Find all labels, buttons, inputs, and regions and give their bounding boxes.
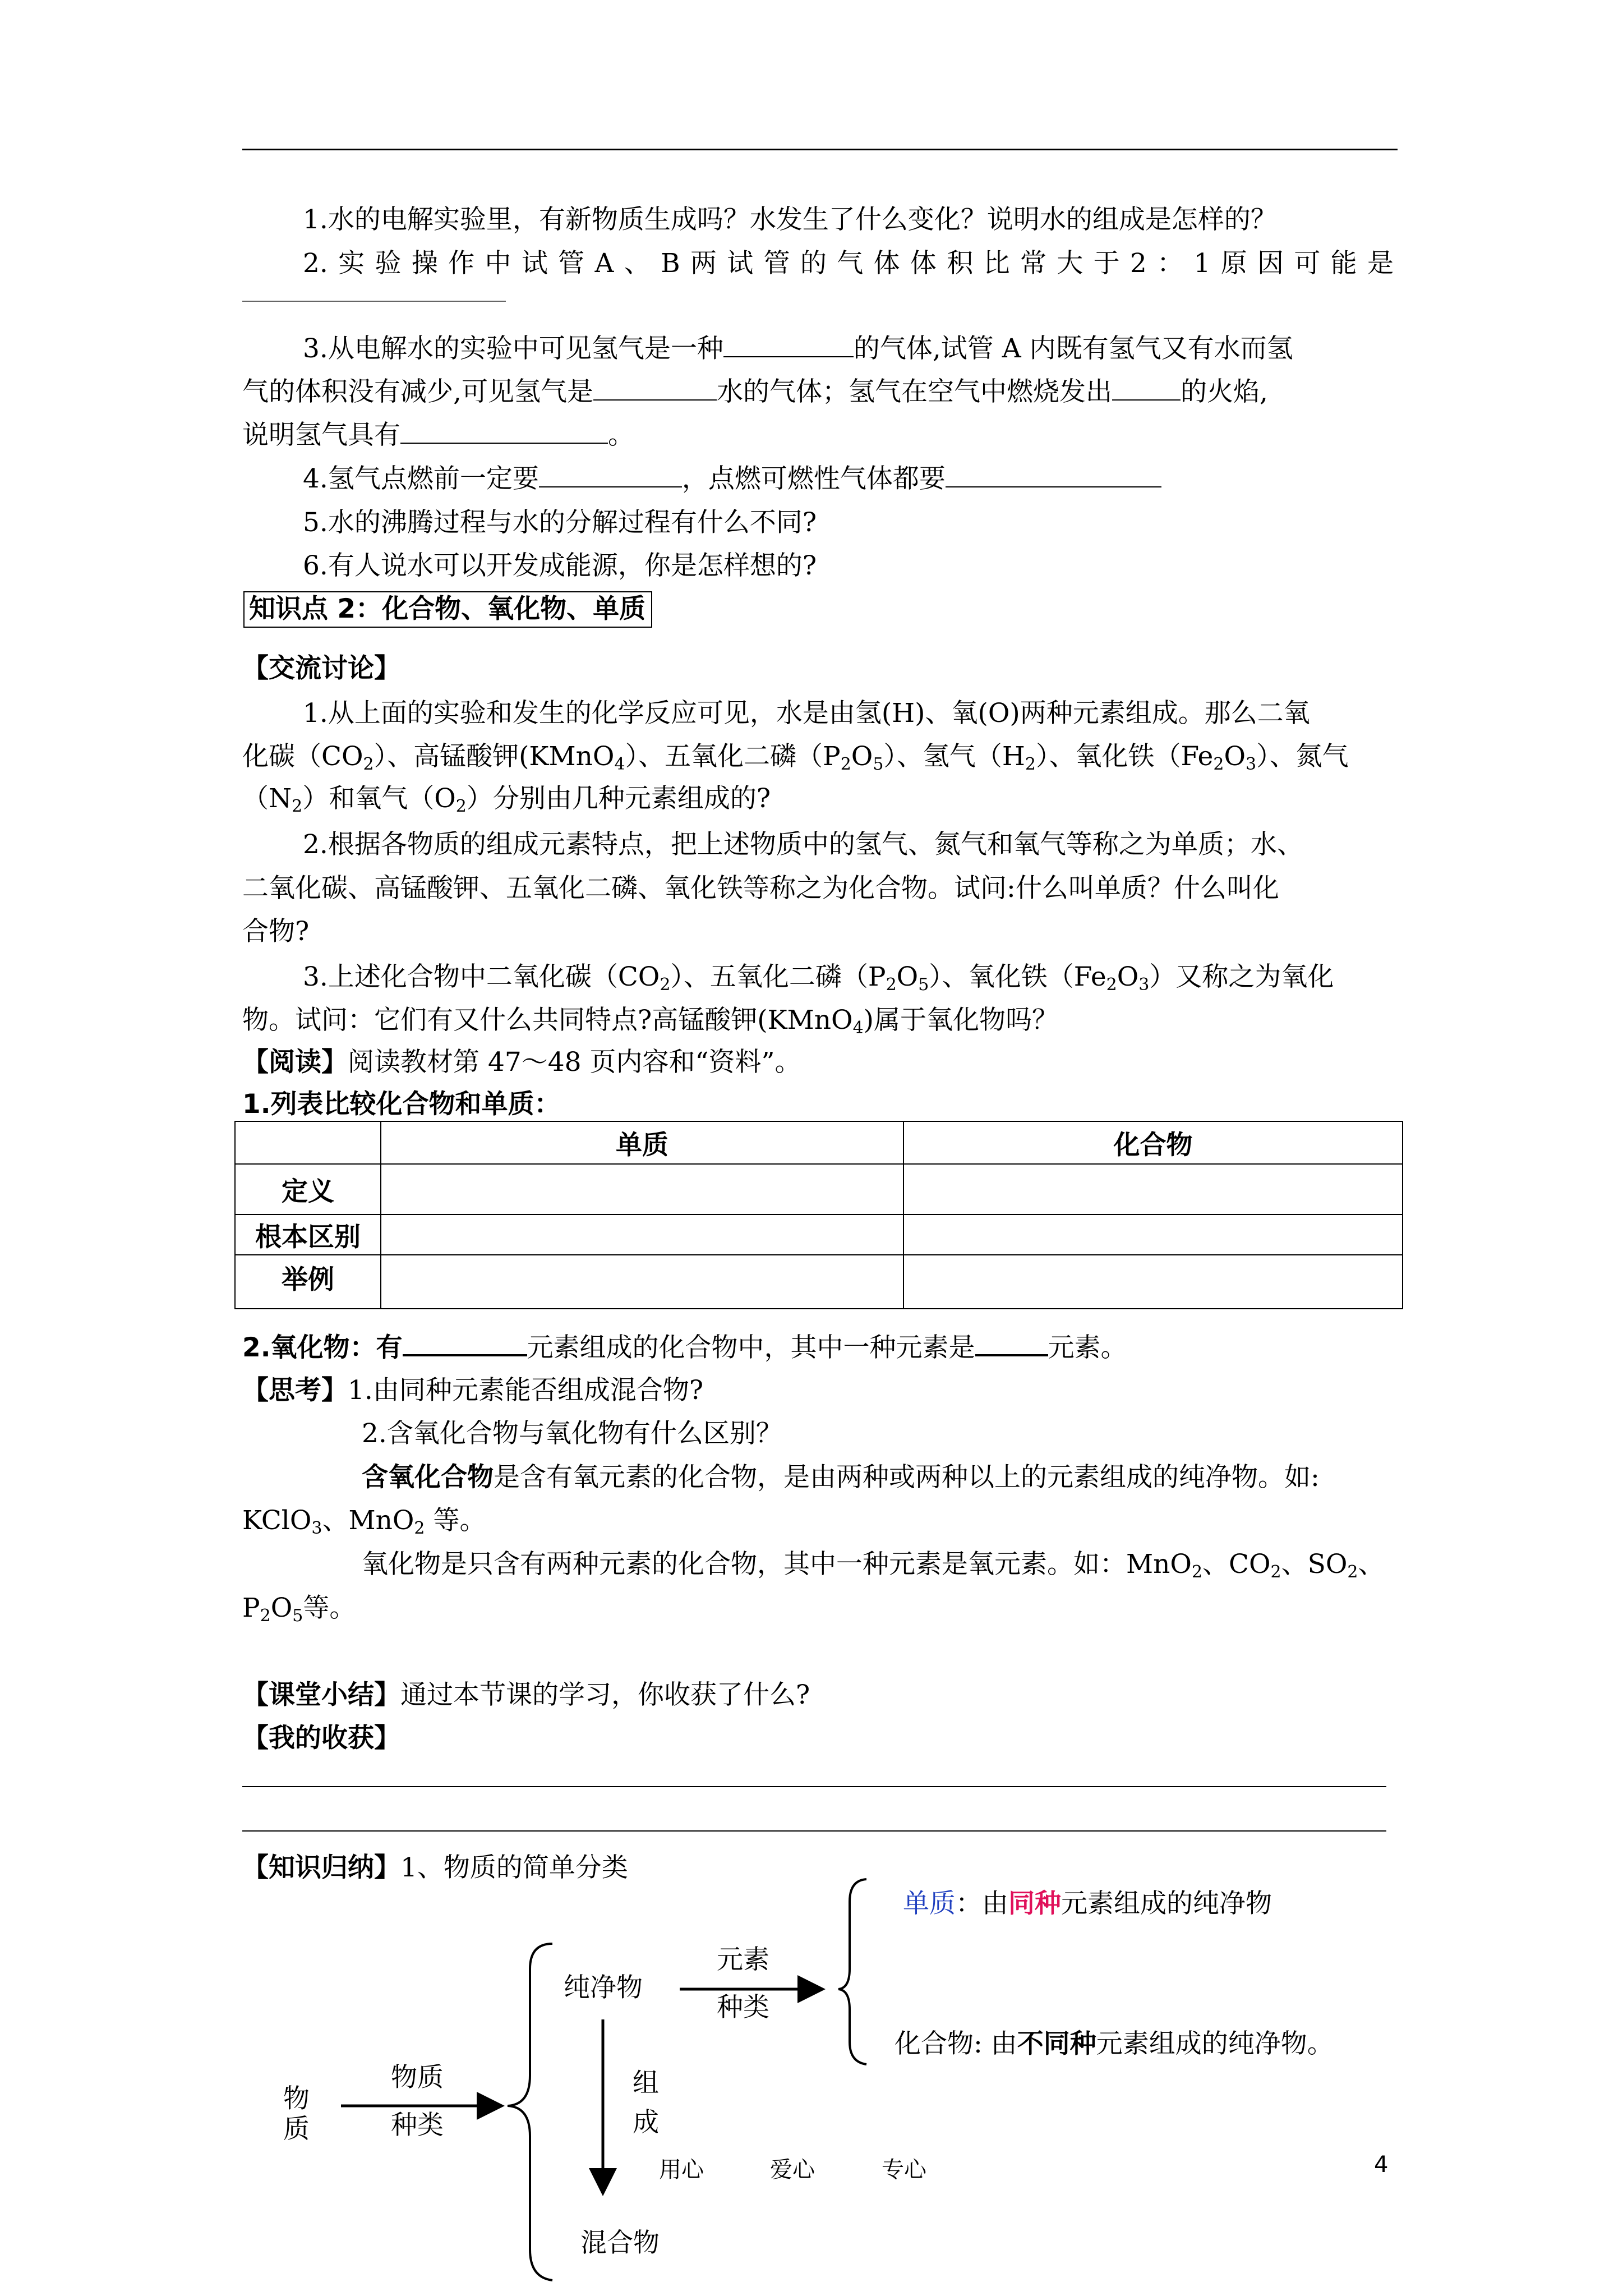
diagram-root-1: 物 bbox=[283, 2083, 310, 2114]
footer-motto-1: 用心 bbox=[659, 2157, 704, 2183]
table-row-label-definition: 定义 bbox=[235, 1164, 381, 1214]
table-header-compound: 化合物 bbox=[903, 1121, 1403, 1164]
question-2-char: 体 bbox=[910, 248, 937, 279]
question-2-char: B bbox=[661, 248, 680, 279]
question-3-line2: 气的体积没有减少,可见氢气是 水的气体；氢气在空气中燃烧发出 的火焰, bbox=[242, 376, 1268, 407]
small-brace bbox=[838, 1879, 866, 2064]
diagram-composition-2: 成 bbox=[633, 2107, 659, 2138]
section-2-title: 知识点 2：化合物、氧化物、单质 bbox=[243, 591, 652, 628]
discussion-2-line1: 2.根据各物质的组成元素特点，把上述物质中的氢气、氮气和氧气等称之为单质；水、 bbox=[303, 829, 1303, 860]
question-4: 4.氢气点燃前一定要 ，点燃可燃性气体都要 bbox=[303, 466, 1161, 492]
question-2-char: 管 bbox=[558, 248, 585, 279]
diagram-element-definition: 单质：由同种元素组成的纯净物 bbox=[903, 1888, 1272, 1919]
question-2-char: 能 bbox=[1330, 248, 1357, 279]
question-2-char: 大 bbox=[1057, 248, 1083, 279]
question-3-line3: 说明氢气具有 。 bbox=[242, 420, 634, 450]
diagram-arrow1-top: 物质 bbox=[391, 2062, 444, 2093]
footer-motto-3: 专心 bbox=[882, 2157, 926, 2183]
question-1: 1.水的电解实验里，有新物质生成吗？水发生了什么变化？说明水的组成是怎样的？ bbox=[303, 204, 1277, 235]
diagram-compound-definition: 化合物: 由不同种元素组成的纯净物。 bbox=[895, 2028, 1334, 2059]
diagram-composition-1: 组 bbox=[633, 2068, 659, 2099]
question-2-char: 作 bbox=[448, 248, 475, 279]
diagram-arrow2-bottom: 种类 bbox=[717, 1992, 769, 2023]
discussion-3-line2: 物。试问：它们有又什么共同特点?高锰酸钾(KMnO$_4$)属于氧化物吗？ bbox=[242, 1005, 1059, 1038]
question-2-char: 积 bbox=[947, 248, 974, 279]
question-2-char: 操 bbox=[411, 248, 438, 279]
diagram-root-2: 质 bbox=[283, 2114, 310, 2145]
question-2-char: 于 bbox=[1093, 248, 1120, 279]
question-2-char: 1 bbox=[1193, 248, 1211, 279]
diagram-arrow1-bottom: 种类 bbox=[391, 2110, 444, 2141]
discussion-1-line1: 1.从上面的实验和发生的化学反应可见，水是由氢(H)、氧(O)两种元素组成。那么二氧 bbox=[303, 698, 1310, 729]
question-2-char: 因 bbox=[1257, 248, 1284, 279]
think-line-3b: KClO$_3$、MnO$_2$ 等。 bbox=[242, 1505, 486, 1538]
question-2-char: 管 bbox=[763, 248, 790, 279]
question-2-char: 气 bbox=[837, 248, 864, 279]
question-2-char: 是 bbox=[1367, 248, 1394, 279]
summary-line: 【课堂小结】通过本节课的学习，你收获了什么? bbox=[242, 1680, 810, 1710]
table-header-element: 单质 bbox=[381, 1121, 903, 1164]
question-2-char: 的 bbox=[800, 248, 827, 279]
discussion-1-line3: $(N_2)$和氧气$(O_2)$分别由几种元素组成的? bbox=[242, 783, 771, 816]
question-2-char: 实 bbox=[338, 248, 365, 279]
question-2-char: 试 bbox=[727, 248, 754, 279]
page-number: 4 bbox=[1374, 2152, 1389, 2178]
think-line-1: 【思考】1.由同种元素能否组成混合物? bbox=[242, 1375, 704, 1406]
question-2-char: ： bbox=[1157, 248, 1184, 279]
footer-motto-2: 爱心 bbox=[770, 2157, 815, 2183]
question-2-char: 试 bbox=[521, 248, 548, 279]
diagram-pure-substance: 纯净物 bbox=[564, 1972, 643, 2003]
discussion-2-line2: 二氧化碳、高锰酸钾、五氧化二磷、氧化铁等称之为化合物。试问:什么叫单质？什么叫化 bbox=[242, 873, 1279, 904]
diagram-mixture: 混合物 bbox=[580, 2228, 660, 2258]
reading-line: 【阅读】阅读教材第 47～48 页内容和“资料”。 bbox=[242, 1047, 801, 1078]
discussion-3-line1: 3.上述化合物中二氧化碳$(CO_2)$、五氧化二磷$(P_2O_5)$、氧化铁$(Fe_2O_3)$又称之为氧化 bbox=[303, 961, 1334, 995]
big-brace bbox=[508, 1944, 552, 2280]
question-2-char: 2. bbox=[303, 248, 328, 279]
induction-line: 【知识归纳】1、物质的简单分类 bbox=[242, 1852, 628, 1883]
question-2-char: 可 bbox=[1294, 248, 1321, 279]
question-3-line1: 3.从电解水的实验中可见氢气是一种 的气体,试管 A 内既有氢气又有水而氢 bbox=[303, 333, 1293, 364]
question-2-char: 比 bbox=[983, 248, 1010, 279]
table-title: 1.列表比较化合物和单质： bbox=[242, 1089, 561, 1120]
question-2-char: 中 bbox=[485, 248, 511, 279]
table-row-label-example: 举例 bbox=[235, 1255, 381, 1309]
diagram-arrow2-top: 元素 bbox=[717, 1944, 769, 1975]
oxide-definition: 2.氧化物：有 元素组成的化合物中，其中一种元素是 元素。 bbox=[242, 1332, 1127, 1363]
discussion-1-line2: 化碳$(CO_2)$、高锰酸钾(KMnO$_4$）、五氧化二磷$(P_2O_5)$、氢气$(H_2)$、氧化铁$(Fe_2O_3)$、氮气 bbox=[242, 741, 1349, 774]
gains-heading: 【我的收获】 bbox=[242, 1723, 400, 1754]
discussion-heading: 【交流讨论】 bbox=[242, 653, 400, 684]
question-2-char: 、 bbox=[624, 248, 651, 279]
question-2-char: 常 bbox=[1020, 248, 1046, 279]
discussion-2-line3: 合物? bbox=[242, 916, 310, 947]
question-2-char: 2 bbox=[1129, 248, 1147, 279]
question-2-char: A bbox=[594, 248, 614, 279]
question-2-char: 原 bbox=[1220, 248, 1247, 279]
think-line-4b: $P_2O_5$等。 bbox=[242, 1593, 356, 1626]
think-line-3: 含氧化合物是含有氧元素的化合物，是由两种或两种以上的元素组成的纯净物。如: bbox=[362, 1462, 1320, 1493]
think-line-2: 2.含氧化合物与氧化物有什么区别？ bbox=[362, 1418, 782, 1449]
think-line-4: 氧化物是只含有两种元素的化合物，其中一种元素是氧元素。如：MnO$_2$、$CO_2$、$SO_2$、 bbox=[362, 1549, 1385, 1582]
question-2-char: 验 bbox=[375, 248, 402, 279]
question-2-char: 体 bbox=[873, 248, 900, 279]
question-2-char: 两 bbox=[690, 248, 717, 279]
question-5: 5.水的沸腾过程与水的分解过程有什么不同? bbox=[303, 507, 817, 538]
question-6: 6.有人说水可以开发成能源，你是怎样想的? bbox=[303, 550, 817, 581]
table-row-label-difference: 根本区别 bbox=[235, 1214, 381, 1255]
